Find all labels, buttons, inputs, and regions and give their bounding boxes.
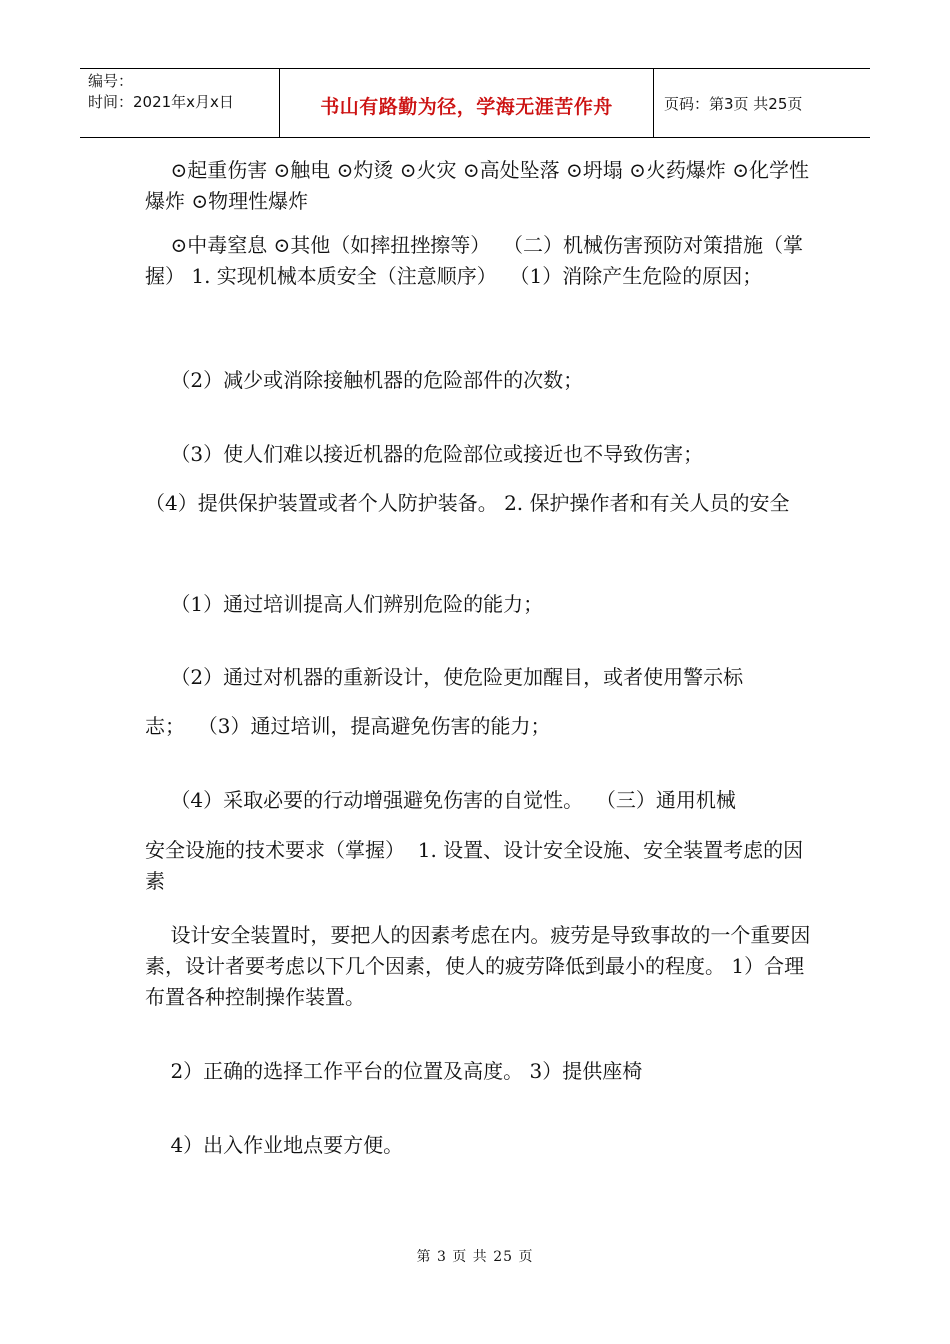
page-footer: 第 3 页 共 25 页 [416, 1249, 534, 1265]
header-meta [80, 69, 280, 137]
paragraph-platform-seat: 2）正确的选择工作平台的位置及高度。 3）提供座椅 [145, 1059, 643, 1083]
paragraph-design-factors: 设计安全装置时，要把人的因素考虑在内。疲劳是导致事故的一个重要因素，设计者要考虑以下几个因素，使人的疲劳降低到最小的程度。 1）合理布置各种控制操作装置。 [145, 923, 811, 1009]
paragraph-item-2: （2）减少或消除接触机器的危险部件的次数； [145, 368, 584, 392]
page-header [80, 68, 870, 138]
paragraph-training-1: （1）通过培训提高人们辨别危险的能力； [145, 592, 544, 616]
document-number-label: 编号： [88, 72, 134, 90]
paragraph-item-3: （3）使人们难以接近机器的危险部位或接近也不导致伤害； [145, 442, 704, 466]
header-page-info-cell [654, 69, 870, 137]
paragraph-general-requirements: 安全设施的技术要求（掌握） 1. 设置、设计安全设施、安全装置考虑的因素 [145, 838, 804, 893]
paragraph-access: 4）出入作业地点要方便。 [145, 1133, 404, 1157]
paragraph-prevention-measures: ⊙中毒窒息 ⊙其他（如摔扭挫擦等） （二）机械伤害预防对策措施（掌握） 1. 实现机械本质安全（注意顺序） （1）消除产生危险的原因； [145, 233, 804, 288]
header-motto: 书山有路勤为径，学海无涯苦作舟 [320, 95, 613, 118]
paragraph-hazard-types: ⊙起重伤害 ⊙触电 ⊙灼烫 ⊙火灾 ⊙高处坠落 ⊙坍塌 ⊙火药爆炸 ⊙化学性爆炸 ⊙物理性爆炸 [145, 158, 810, 213]
document-time-label: 时间：2021年x月x日 [88, 93, 234, 111]
header-motto-cell [280, 69, 654, 137]
paragraph-training-3: 志； （3）通过培训，提高避免伤害的能力； [145, 714, 551, 738]
paragraph-item-4: （4）提供保护装置或者个人防护装备。 2. 保护操作者和有关人员的安全 [145, 491, 790, 515]
header-page-info: 页码：第3页 共25页 [664, 94, 803, 113]
paragraph-awareness-4: （4）采取必要的行动增强避免伤害的自觉性。 （三）通用机械 [145, 788, 736, 812]
paragraph-redesign-2: （2）通过对机器的重新设计，使危险更加醒目，或者使用警示标 [145, 665, 744, 689]
